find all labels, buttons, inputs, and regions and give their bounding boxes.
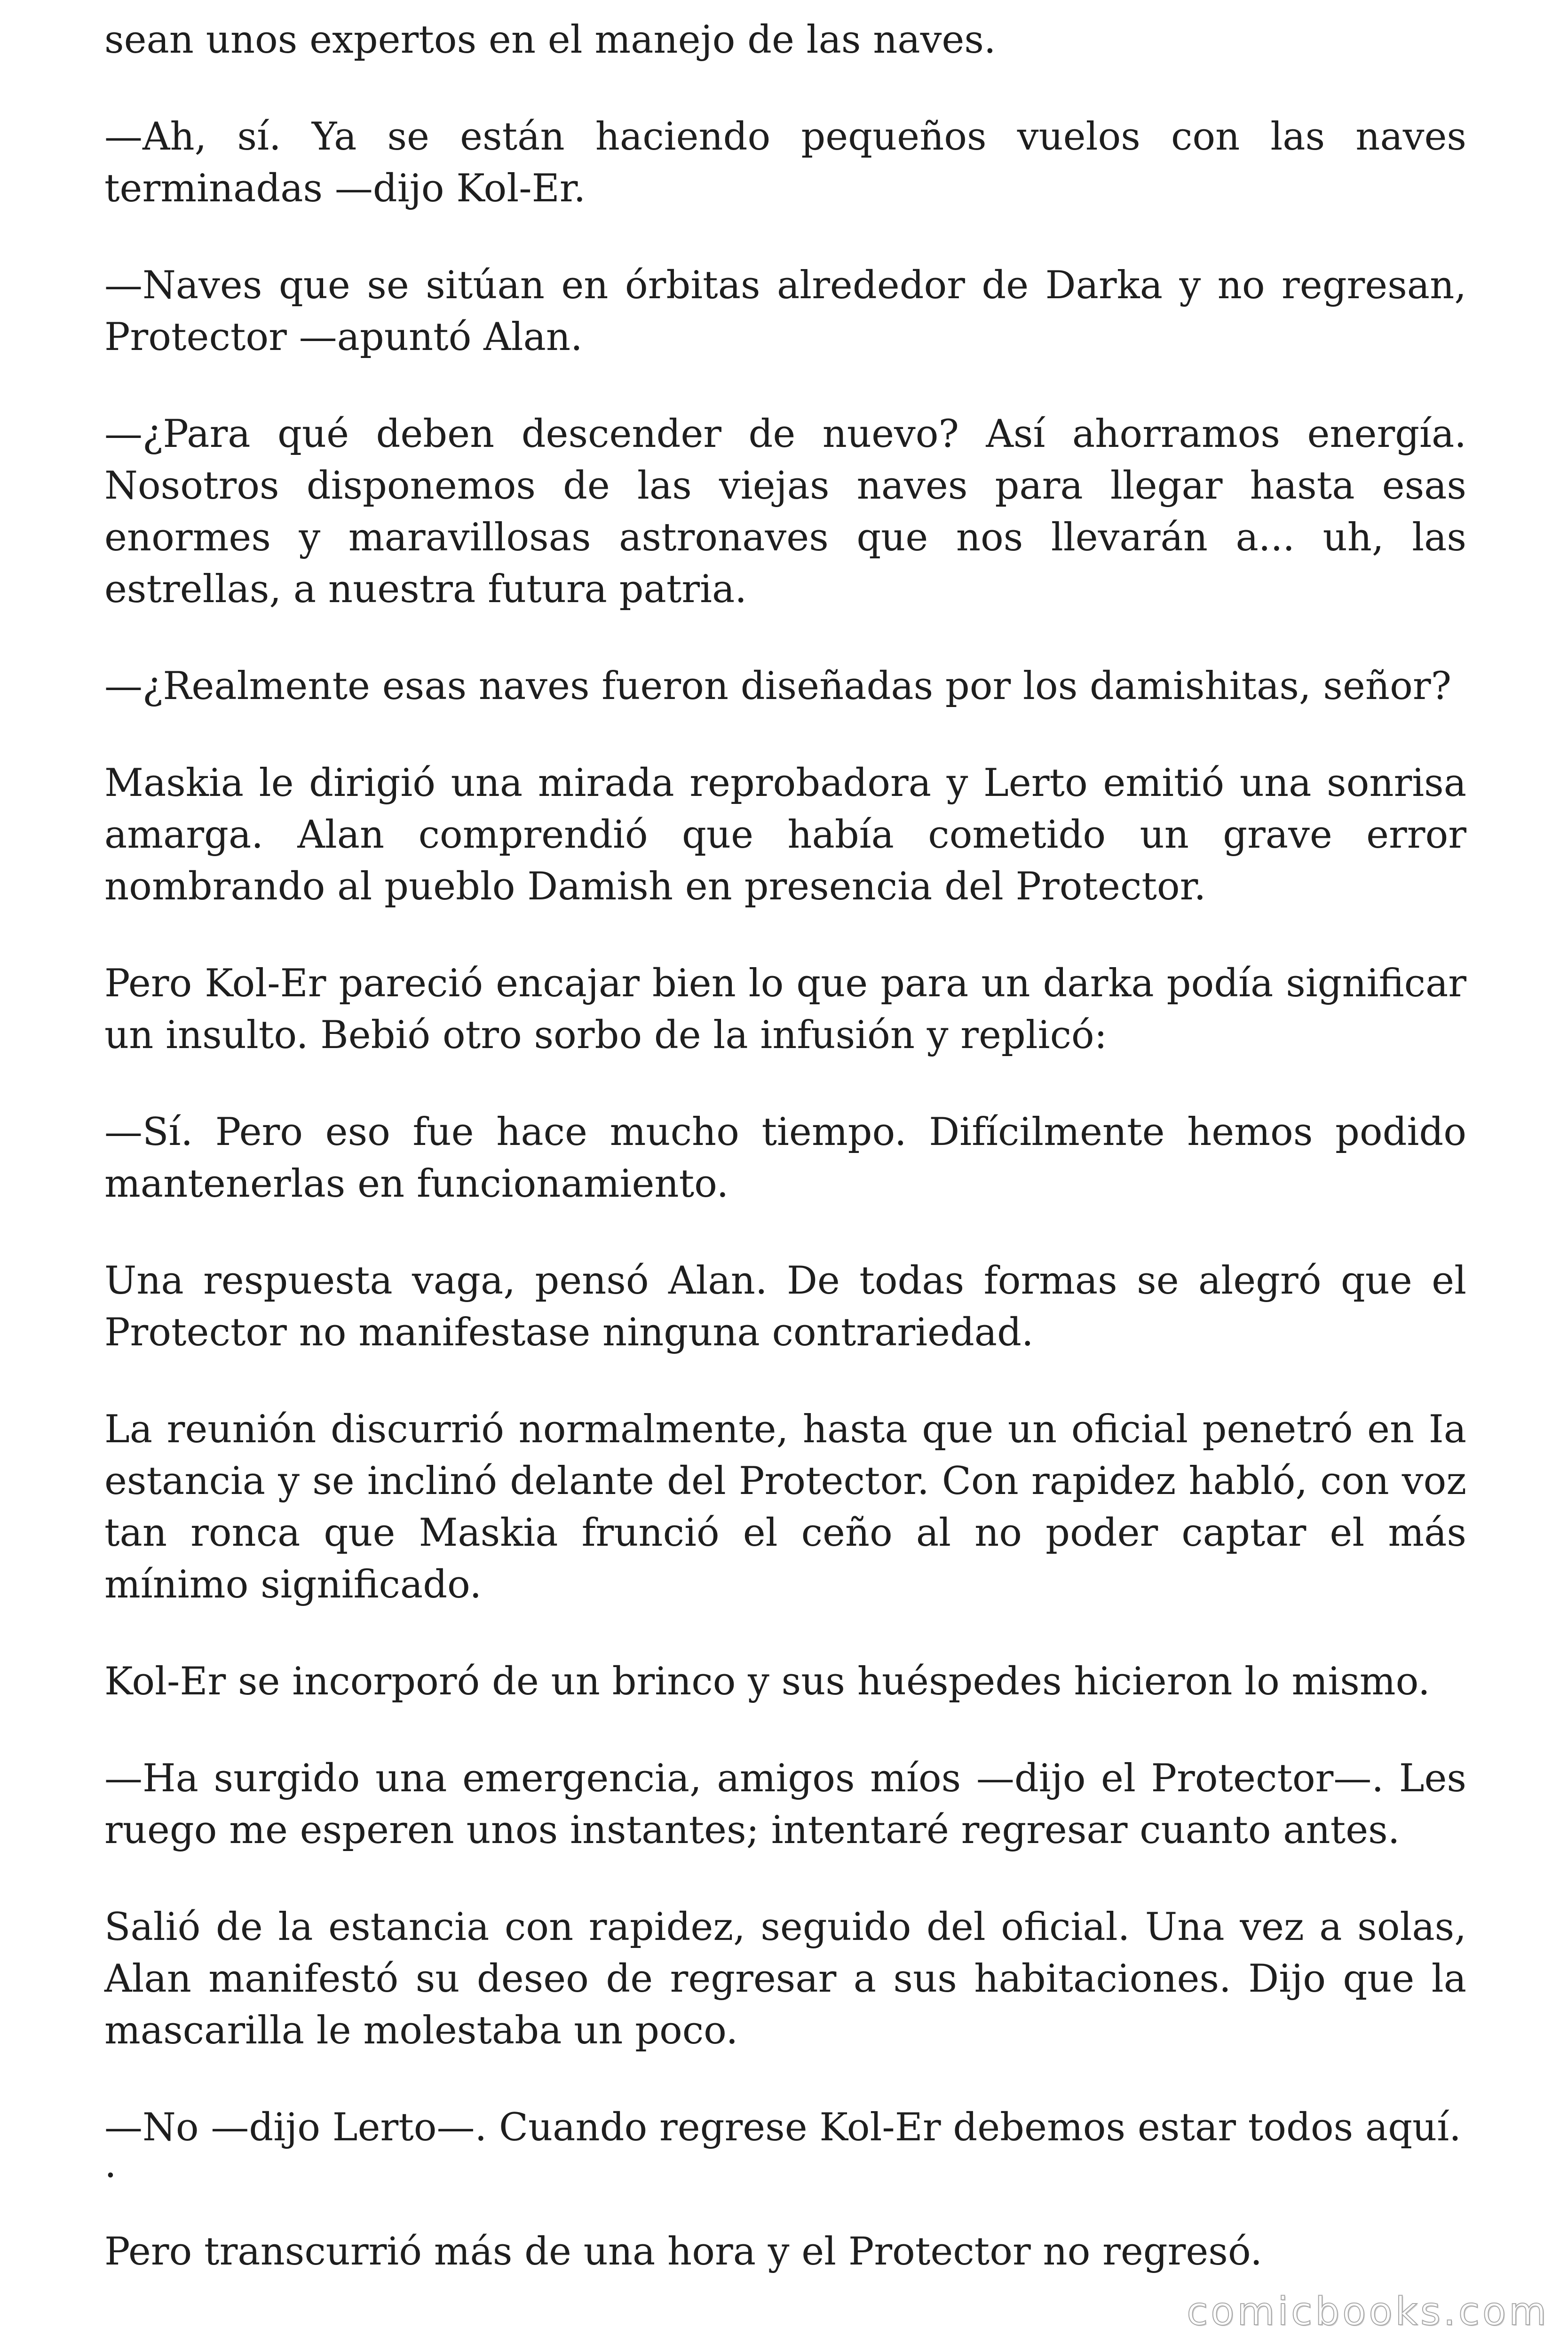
paragraph: Kol-Er se incorporó de un brinco y sus huéspedes hicieron lo mismo. [104,1660,1430,1704]
paragraph: —¿Para qué deben descender de nuevo? Así ahorramos energía. Nosotros disponemos de las viejas naves para llegar hasta esas enormes y maravillosas astronaves que nos llevarán a... uh, las estrellas, a nuestra futura patria. [104,412,1466,612]
watermark-logo: comicbooks.com [1187,2289,1549,2334]
paragraph: —No —dijo Lerto—. Cuando regrese Kol-Er debemos estar todos aquí. [104,2106,1461,2150]
paragraph: —¿Realmente esas naves fueron diseñadas por los damishitas, señor? [104,664,1451,708]
paragraph: —Ha surgido una emergencia, amigos míos —dijo el Protector—. Les ruego me esperen unos instantes; intentaré regresar cuanto antes. [104,1756,1466,1852]
paragraph: Maskia le dirigió una mirada reprobadora y Lerto emitió una sonrisa amarga. Alan comprendió que había cometido un grave error nombrando al pueblo Damish en presencia del Protector. [104,761,1466,909]
paragraph: —Sí. Pero eso fue hace mucho tiempo. Difícilmente hemos podido mantenerlas en funcionamiento. [104,1110,1466,1206]
body-text [104,14,1466,2323]
paragraph: —Naves que se sitúan en órbitas alrededor de Darka y no regresan, Protector —apuntó Alan. [104,263,1466,359]
paragraph: Pero Kol-Er pareció encajar bien lo que para un darka podía significar un insulto. Bebió otro sorbo de la infusión y replicó: [104,961,1466,1057]
paragraph: Pero transcurrió más de una hora y el Protector no regresó. [104,2230,1262,2274]
paragraph: Una respuesta vaga, pensó Alan. De todas formas se alegró que el Protector no manifestase ninguna contrariedad. [104,1259,1466,1355]
paragraph: Salió de la estancia con rapidez, seguido del oficial. Una vez a solas, Alan manifestó su deseo de regresar a sus habitaciones. Dijo que la mascarilla le molestaba un poco. [104,1905,1466,2053]
paragraph: —Ah, sí. Ya se están haciendo pequeños vuelos con las naves terminadas —dijo Kol-Er. [104,115,1466,211]
paragraph: La reunión discurrió normalmente, hasta que un oficial penetró en Ia estancia y se inclinó delante del Protector. Con rapidez habló, con voz tan ronca que Maskia frunció el ceño al no poder captar el más mínimo significado. [104,1407,1466,1607]
paragraph: sean unos expertos en el manejo de las naves. [104,18,996,62]
stray-period: . [104,2142,117,2186]
